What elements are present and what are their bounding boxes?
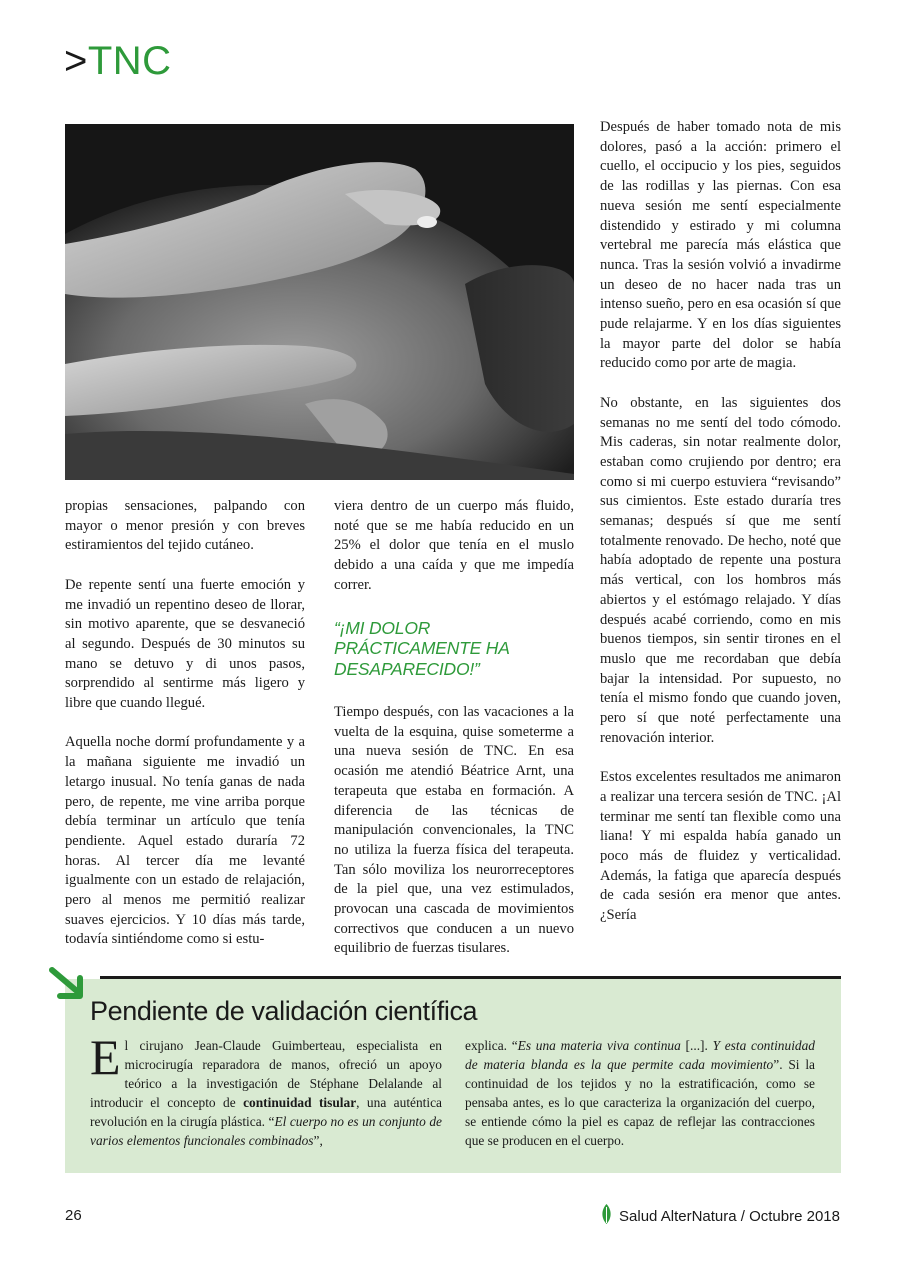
article-paragraph: Estos excelentes resultados me animaron a realizar una tercera sesión de TNC. ¡Al terminar me sentí tan flexible como una liana! Y mi espalda había ganado un poco más de fluidez y verticalidad. Además, la fatiga que aparecía después de cada sesión era menor que antes. ¿Sería (600, 769, 841, 924)
sidebar-text: [...]. (680, 1038, 713, 1053)
section-chevron: > (64, 39, 88, 83)
pull-quote: “¡MI DOLOR PRÁCTICAMENTE HA DESAPARECIDO!” (334, 617, 510, 679)
section-name: TNC (87, 39, 172, 83)
section-label (64, 38, 172, 84)
massage-photo (65, 124, 574, 480)
article-paragraph: propias sensaciones, palpando con mayor o menor presión y con breves estiramientos del tejido cutáneo. (65, 498, 305, 554)
sidebar-text-italic: El cuerpo no es un conjunto de varios elementos funcionales combinados (90, 1114, 442, 1148)
page-number: 26 (65, 1207, 82, 1224)
article-column-2 (334, 497, 574, 959)
sidebar-box-column-1 (90, 1029, 442, 1150)
massage-photo-illustration (65, 124, 574, 480)
sidebar-box-title: Pendiente de validación científica (90, 996, 478, 1026)
article-column-1 (65, 497, 305, 950)
drop-cap: E (90, 1029, 121, 1085)
article-paragraph: Aquella noche dormí profundamente y a la mañana siguiente me invadió un letargo inusual. No tenía ganas de nada pero, de repente, me vine arriba porque debía terminar un artículo que tenía pendiente. Aquel estado duraría 72 horas. Al tercer día me levanté igualmente con un estado de relajación, pero al menos me permitió realizar suaves ejercicios. Y 10 días más tarde, todavía sintiéndome como si estu- (65, 734, 305, 948)
publication-name: Salud AlterNatura / Octubre 2018 (619, 1207, 840, 1225)
article-paragraph: viera dentro de un cuerpo más fluido, noté que se me había reducido en un 25% el dolor que tenía en el muslo debido a una caída y que me impedía correr. (334, 498, 574, 593)
article-column-3 (600, 118, 841, 926)
sidebar-text-bold: continuidad tisular (243, 1095, 357, 1110)
sidebar-text: , una auténtica revolución en la cirugía plástica. “ (90, 1095, 442, 1129)
leaf-logo-icon (600, 1203, 613, 1225)
sidebar-box-rule (100, 976, 841, 979)
arrow-down-right-icon (48, 966, 88, 1002)
sidebar-text: ”. Si la continuidad de los tejidos y no la estratificación, como se pensaba antes, es lo que caracteriza la organización del cuerpo, se entiende cómo la piel es capaz de reflejar las contracciones que se producen en el cuerpo. (465, 1057, 815, 1148)
sidebar-text: l cirujano Jean-Claude Guimberteau, especialista en microcirugía reparadora de manos, ofreció un apoyo teórico a la investigación de Stéphane Delalande al introducir el concepto de (90, 1038, 442, 1110)
article-paragraph: Después de haber tomado nota de mis dolores, pasó a la acción: primero el cuello, el occipucio y los pies, seguidos de las rodillas y las piernas. Con esa nueva sesión me sentí especialmente distendido y estirado y mi columna vertebral me parecía más elástica que nunca. Tras la sesión volvió a invadirme un deseo de no hacer nada tras un intenso sueño, pero en esa ocasión sí que pude relajarme. Y en los días siguientes la mayor parte del dolor se había reducido como por arte de magia. (600, 119, 841, 372)
sidebar-box-column-2 (465, 1036, 815, 1150)
article-paragraph: No obstante, en las siguientes dos semanas no me sentí del todo cómodo. Mis caderas, sin notar realmente dolor, estaban como crujiendo por dentro; era como si mi cuerpo estuviera “revisando” sus cimientos. Este estado duraría tres semanas; después sí que me sentí totalmente renovado. De hecho, noté que había adoptado de repente una postura más vertical, con los hombros más abiertos y el estómago relajado. Y días después acabé corriendo, como en mis buenos tiempos, sin sentir tirones en el muslo que me recordaban que debía bajar la intensidad. Por supuesto, no tenía el mismo fondo que cuando joven, pero sí que noté perfectamente una renovación interior. (600, 394, 841, 746)
sidebar-text: explica. “ (465, 1038, 518, 1053)
sidebar-text: ”, (313, 1133, 323, 1148)
footer-publication (600, 1207, 840, 1225)
article-paragraph: De repente sentí una fuerte emoción y me invadió un repentino deseo de llorar, sin motivo aparente, que se desvaneció al segundo. Después de 30 minutos su mano se detuvo y di unos pasos, sorprendido al sentirme más ligero y libre que cuando llegué. (65, 576, 305, 712)
sidebar-text-italic: Y esta continuidad de materia blanda es la que permite cada movimiento (465, 1038, 815, 1072)
sidebar-text-italic: Es una materia viva continua (517, 1038, 681, 1053)
article-paragraph: Tiempo después, con las vacaciones a la vuelta de la esquina, quise someterme a una nueva sesión de TNC. En esa ocasión me atendió Béatrice Arnt, una terapeuta que estaba en formación. A diferencia de las técnicas de manipulación convencionales, la TNC no utiliza la fuerza física del terapeuta. Tan sólo moviliza los neurorreceptores de la piel que, una vez estimulados, provocan una cascada de movimientos correctivos que conducen a un nuevo equilibrio de fuerzas tisulares. (334, 704, 574, 957)
